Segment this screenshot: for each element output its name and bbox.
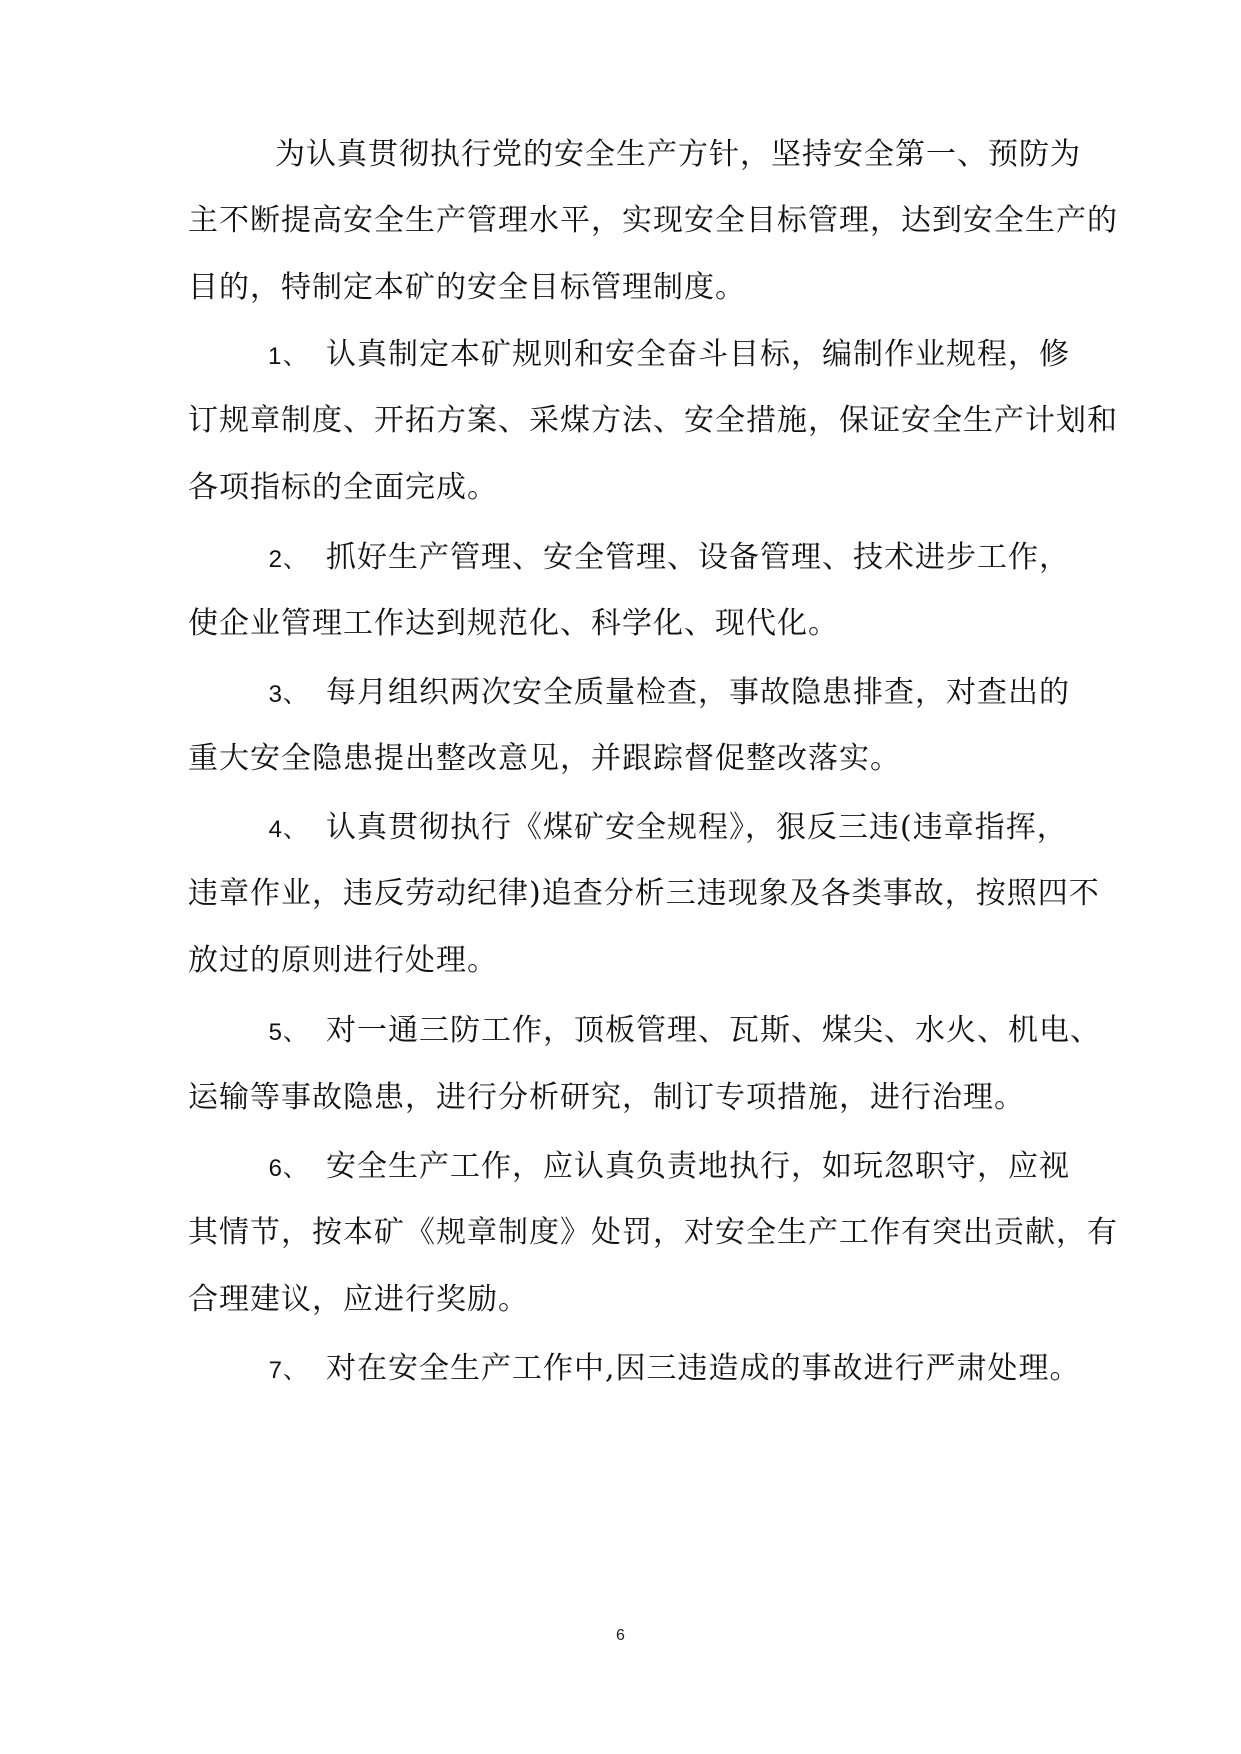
item-text: 安全生产工作，应认真负责地执行，如玩忽职守，应视 — [326, 1149, 1070, 1184]
item-text: 每月组织两次安全质量检查，事故隐患排查，对查出的 — [326, 675, 1070, 710]
item-text: 认真制定本矿规则和安全奋斗目标，编制作业规程，修 — [326, 337, 1070, 372]
item-text: 认真贯彻执行《煤矿安全规程》，狠反三违(违章指挥， — [326, 810, 1068, 845]
item-7-first-line — [268, 1347, 1081, 1391]
item-text: 抓好生产管理、安全管理、设备管理、技术进步工作， — [326, 540, 1070, 575]
item-5-first-line — [268, 1009, 1101, 1053]
item-text: 对一通三防工作，顶板管理、瓦斯、煤尖、水火、机电、 — [326, 1013, 1101, 1048]
intro-line-1: 为认真贯彻执行党的安全生产方针，坚持安全第一、预防为 — [275, 137, 1081, 172]
item-number: 7、 — [268, 1357, 308, 1384]
intro-line-3: 目的，特制定本矿的安全目标管理制度。 — [188, 270, 746, 305]
item-number: 3、 — [268, 681, 308, 708]
page-number: 6 — [616, 1627, 625, 1644]
item-number: 4、 — [268, 816, 308, 843]
item-5-line-2: 运输等事故隐患，进行分析研究，制订专项措施，进行治理。 — [188, 1080, 1025, 1115]
item-6-line-3: 合理建议，应进行奖励。 — [188, 1282, 529, 1317]
item-number: 1、 — [268, 343, 308, 370]
item-4-first-line — [268, 806, 1068, 850]
intro-line-2: 主不断提高安全生产管理水平，实现安全目标管理，达到安全生产的 — [188, 203, 1118, 238]
item-6-first-line — [268, 1145, 1070, 1189]
item-1-line-2: 订规章制度、开拓方案、采煤方法、安全措施，保证安全生产计划和 — [188, 403, 1118, 438]
item-1-first-line — [268, 333, 1070, 377]
item-text: 对在安全生产工作中,因三违造成的事故进行严肃处理。 — [326, 1351, 1081, 1386]
item-4-line-2: 违章作业，违反劳动纪律)追查分析三违现象及各类事故，按照四不 — [188, 876, 1100, 911]
item-3-line-2: 重大安全隐患提出整改意见，并跟踪督促整改落实。 — [188, 741, 901, 776]
item-3-first-line — [268, 671, 1070, 715]
item-number: 6、 — [268, 1155, 308, 1182]
item-number: 2、 — [268, 546, 308, 573]
item-2-line-2: 使企业管理工作达到规范化、科学化、现代化。 — [188, 606, 839, 641]
item-4-line-3: 放过的原则进行处理。 — [188, 943, 498, 978]
item-1-line-3: 各项指标的全面完成。 — [188, 470, 498, 505]
item-6-line-2: 其情节，按本矿《规章制度》处罚，对安全生产工作有突出贡献，有 — [188, 1215, 1118, 1250]
item-2-first-line — [268, 536, 1070, 580]
item-number: 5、 — [268, 1019, 308, 1046]
